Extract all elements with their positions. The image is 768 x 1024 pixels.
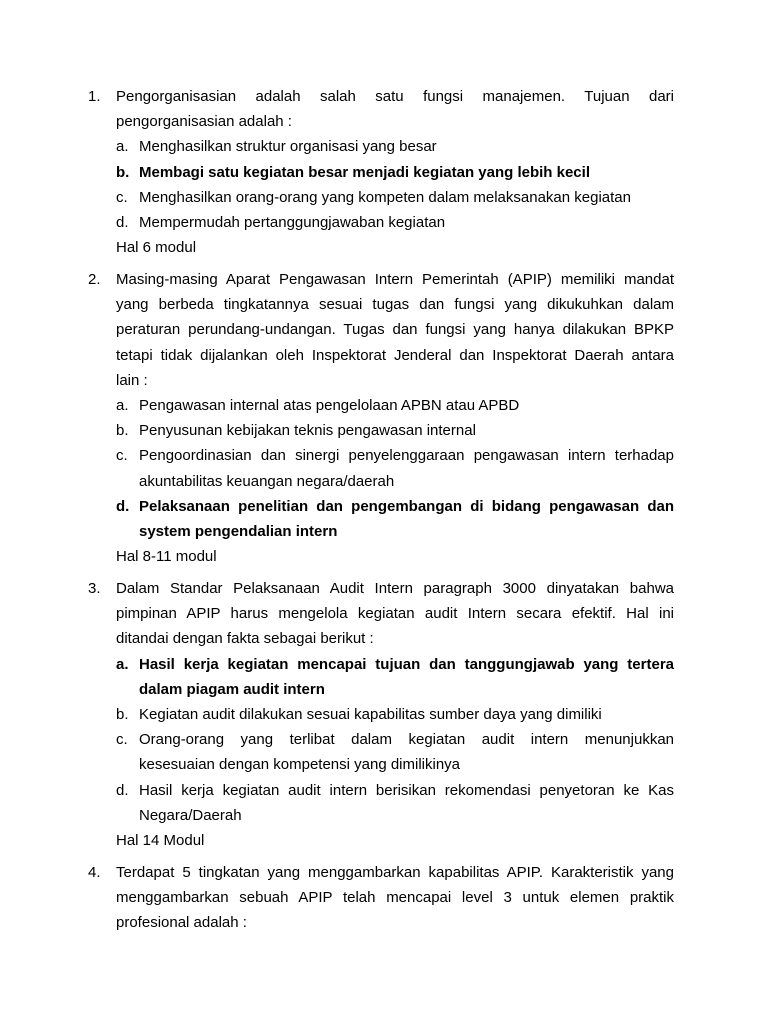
question-2 bbox=[88, 267, 674, 569]
option-b bbox=[88, 702, 674, 727]
page-reference: Hal 14 Modul bbox=[116, 831, 205, 849]
question-stem-line: Terdapat 5 tingkatan yang menggambarkan kapabilitas APIP. Karakteristik yang bbox=[116, 864, 674, 881]
option-text: Mempermudah pertanggungjawaban kegiatan bbox=[139, 213, 446, 231]
question-stem-line: Dalam Standar Pelaksanaan Audit Intern paragraph 3000 dinyatakan bahwa bbox=[116, 580, 674, 597]
option-label: a. bbox=[116, 655, 129, 673]
option-text: system pengendalian intern bbox=[139, 522, 338, 540]
option-label: c. bbox=[116, 447, 128, 465]
question-number: 2. bbox=[88, 271, 101, 288]
option-text: Menghasilkan orang-orang yang kompeten dalam melaksanakan kegiatan bbox=[139, 188, 631, 206]
question-stem-line: pimpinan APIP harus mengelola kegiatan audit Intern secara efektif. Hal ini bbox=[116, 605, 674, 623]
option-label: c. bbox=[116, 731, 128, 749]
question-stem-line: ditandai dengan fakta sebagai berikut : bbox=[116, 630, 374, 648]
question-number: 1. bbox=[88, 88, 101, 105]
option-text: Pelaksanaan penelitian dan pengembangan di bidang pengawasan dan bbox=[139, 497, 674, 515]
option-text: Hasil kerja kegiatan audit intern berisikan rekomendasi penyetoran ke Kas bbox=[139, 781, 674, 799]
question-1 bbox=[88, 84, 674, 260]
option-text: Membagi satu kegiatan besar menjadi kegiatan yang lebih kecil bbox=[139, 163, 590, 181]
option-a bbox=[88, 393, 674, 418]
option-label: b. bbox=[116, 163, 130, 181]
page-reference: Hal 6 modul bbox=[116, 239, 197, 257]
question-stem-line: yang berbeda tingkatannya sesuai tugas dan fungsi yang dikukuhkan dalam bbox=[116, 296, 674, 314]
question-stem-line: tetapi tidak dijalankan oleh Inspektorat Jenderal dan Inspektorat Daerah antara bbox=[116, 346, 674, 364]
option-a bbox=[88, 134, 674, 159]
option-b-correct bbox=[88, 160, 674, 185]
option-label: c. bbox=[116, 188, 128, 206]
option-d bbox=[88, 210, 674, 235]
option-text: kesesuaian dengan kompetensi yang dimilikinya bbox=[139, 756, 461, 774]
question-4 bbox=[88, 860, 674, 936]
option-text: Pengoordinasian dan sinergi penyelenggaraan pengawasan intern terhadap bbox=[139, 447, 674, 465]
option-label: a. bbox=[116, 396, 129, 414]
question-stem-line: lain : bbox=[116, 371, 148, 389]
question-stem-line: peraturan perundang-undangan. Tugas dan fungsi yang hanya dilakukan BPKP bbox=[116, 321, 674, 339]
option-a-correct bbox=[88, 652, 674, 677]
option-text: Pengawasan internal atas pengelolaan APBN atau APBD bbox=[139, 396, 520, 414]
question-stem-line: profesional adalah : bbox=[116, 914, 247, 932]
option-c bbox=[88, 443, 674, 468]
question-stem-line: menggambarkan sebuah APIP telah mencapai level 3 untuk elemen praktik bbox=[116, 889, 674, 907]
option-label: a. bbox=[116, 138, 129, 156]
option-text: Orang-orang yang terlibat dalam kegiatan audit intern menunjukkan bbox=[139, 731, 674, 749]
option-text: Kegiatan audit dilakukan sesuai kapabilitas sumber daya yang dimiliki bbox=[139, 705, 602, 723]
option-label: d. bbox=[116, 781, 129, 799]
option-label: d. bbox=[116, 497, 130, 515]
option-c bbox=[88, 727, 674, 752]
option-d-correct bbox=[88, 494, 674, 519]
question-stem-line: pengorganisasian adalah : bbox=[116, 113, 292, 131]
question-3 bbox=[88, 576, 674, 853]
option-b bbox=[88, 418, 674, 443]
question-stem-line: Masing-masing Aparat Pengawasan Intern Pemerintah (APIP) memiliki mandat bbox=[116, 271, 674, 288]
page-reference: Hal 8-11 modul bbox=[116, 548, 217, 566]
option-label: b. bbox=[116, 705, 129, 723]
option-text: akuntabilitas keuangan negara/daerah bbox=[139, 472, 395, 490]
question-stem-line: Pengorganisasian adalah salah satu fungsi manajemen. Tujuan dari bbox=[116, 88, 674, 105]
option-text: Menghasilkan struktur organisasi yang besar bbox=[139, 138, 437, 156]
option-text: Hasil kerja kegiatan mencapai tujuan dan tanggungjawab yang tertera bbox=[139, 655, 674, 673]
option-label: b. bbox=[116, 422, 129, 440]
question-number: 3. bbox=[88, 580, 101, 597]
option-label: d. bbox=[116, 213, 129, 231]
option-text: dalam piagam audit intern bbox=[139, 680, 325, 698]
option-c bbox=[88, 185, 674, 210]
question-number: 4. bbox=[88, 864, 101, 881]
option-d bbox=[88, 778, 674, 803]
option-text: Penyusunan kebijakan teknis pengawasan internal bbox=[139, 422, 476, 440]
option-text: Negara/Daerah bbox=[139, 806, 242, 824]
